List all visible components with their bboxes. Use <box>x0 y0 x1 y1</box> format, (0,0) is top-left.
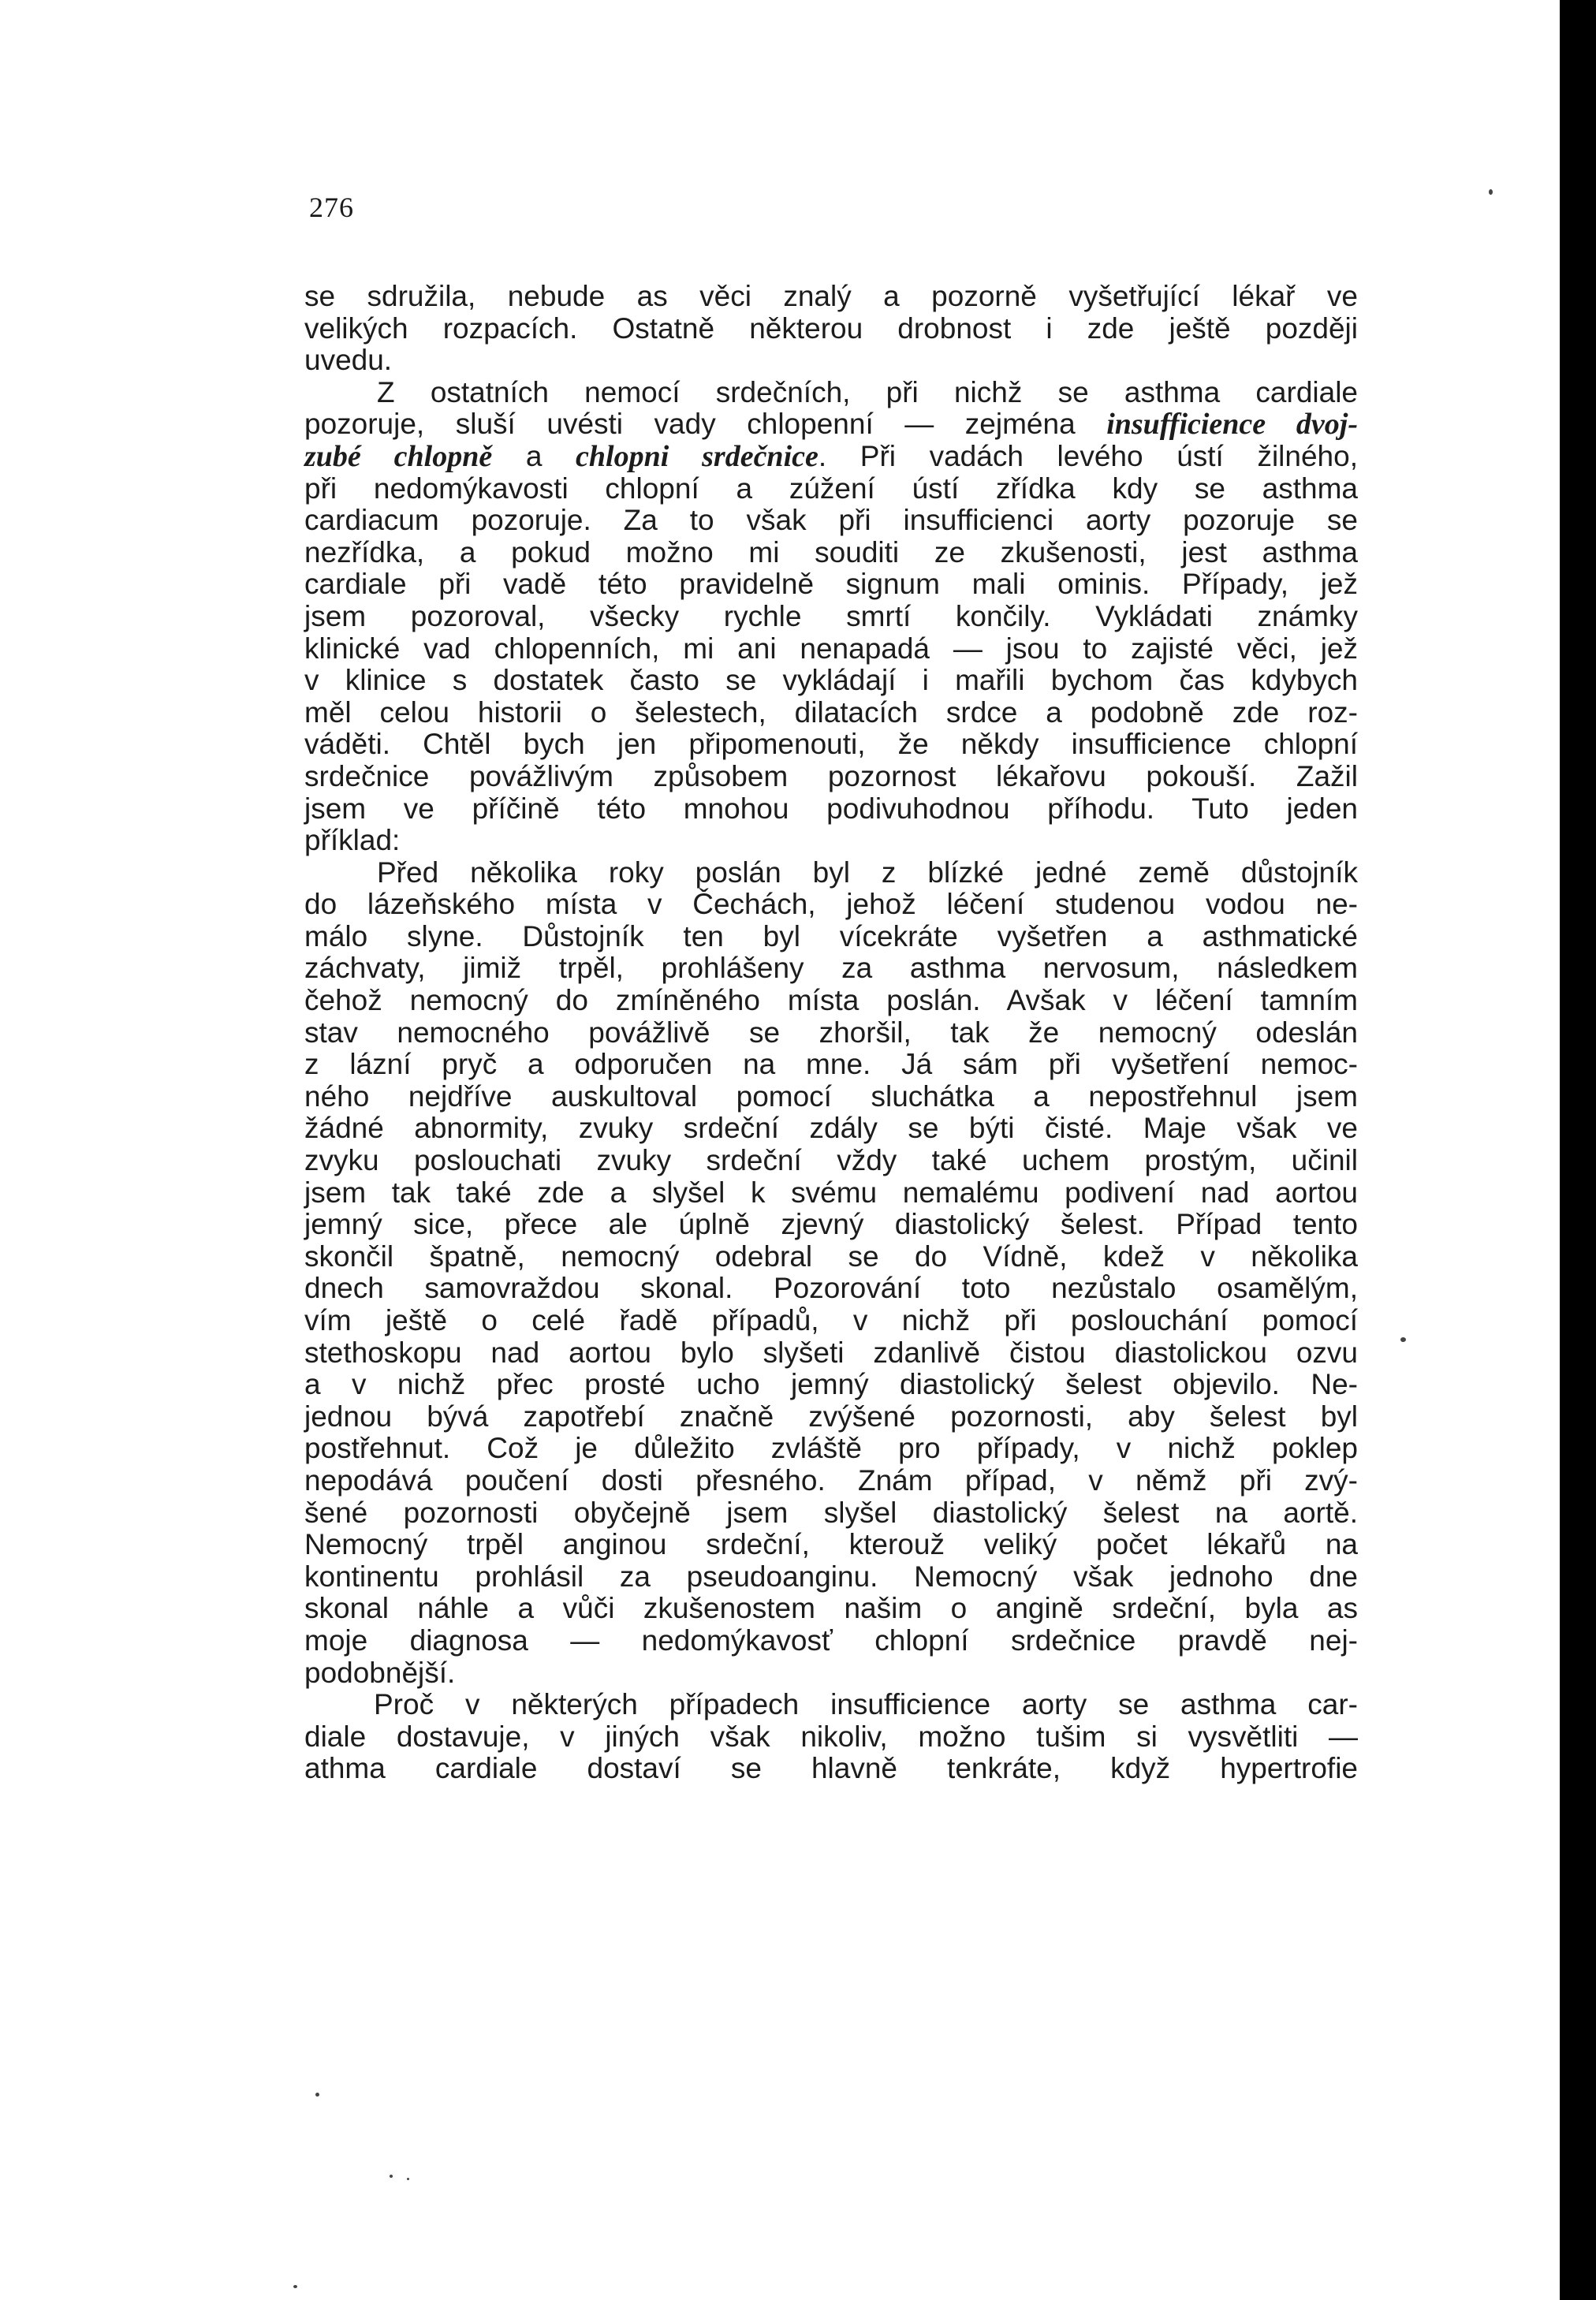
scan-speck <box>293 2285 297 2288</box>
text-line: stav nemocného povážlivě se zhoršil, tak že nemocný odeslán <box>304 1016 1358 1049</box>
text-line <box>304 441 1358 473</box>
scan-speck <box>315 2093 319 2097</box>
text-line: váděti. Chtěl bych jen připomenouti, že někdy insufficience chlopní <box>304 728 1358 761</box>
text-line: a v nichž přec prosté ucho jemný diastolický šelest objevilo. Ne- <box>304 1368 1358 1401</box>
text-line: Proč v některých případech insufficience aorty se asthma car- <box>374 1688 1358 1721</box>
text-line: stethoskopu nad aortou bylo slyšeti zdanlivě čistou diastolickou ozvu <box>304 1336 1358 1369</box>
text-line: v klinice s dostatek často se vykládají i mařili bychom čas kdybych <box>304 664 1358 697</box>
text-line: se sdružila, nebude as věci znalý a pozorně vyšetřující lékař ve <box>304 280 1358 312</box>
italic-run: chlopni srdečnice <box>576 439 819 473</box>
text-line: Z ostatních nemocí srdečních, při nichž se asthma cardiale <box>377 375 1358 408</box>
text-line: moje diagnosa — nedomýkavosť chlopní srdečnice pravdě nej- <box>304 1623 1358 1657</box>
text-line: příklad: <box>304 824 401 857</box>
text-line: při nedomýkavosti chlopní a zúžení ústí zřídka kdy se asthma <box>304 472 1358 505</box>
italic-run: zubé chlopně <box>304 439 493 473</box>
text-line: athma cardiale dostaví se hlavně tenkráte, když hypertrofie <box>304 1752 1358 1785</box>
text-line: cardiacum pozoruje. Za to však při insufficienci aorty pozoruje se <box>304 504 1358 537</box>
text-line: šené pozornosti obyčejně jsem slyšel diastolický šelest na aortě. <box>304 1496 1358 1529</box>
italic-run: insufficience dvoj- <box>1106 408 1358 442</box>
text-line: čehož nemocný do zmíněného místa poslán. Avšak v léčení tamním <box>304 984 1358 1017</box>
text-run: pozoruje, sluší uvésti vady chlopenní — zejména <box>304 408 1076 441</box>
text-line: jemný sice, přece ale úplně zjevný diastolický šelest. Případ tento <box>304 1208 1358 1241</box>
text-line: jsem tak také zde a slyšel k svému nemalému podivení nad aortou <box>304 1176 1358 1209</box>
text-line: klinické vad chlopenních, mi ani nenapadá — jsou to zajisté věci, jež <box>304 632 1358 665</box>
text-line: vím ještě o celé řadě případů, v nichž při poslouchání pomocí <box>304 1304 1358 1336</box>
text-line: dnech samovraždou skonal. Pozorování toto nezůstalo osamělým, <box>304 1272 1358 1305</box>
text-line: nezřídka, a pokud možno mi souditi ze zkušenosti, jest asthma <box>304 535 1358 568</box>
text-line: Před několika roky poslán byl z blízké jedné země důstojník <box>377 856 1358 889</box>
text-line: podobnější. <box>304 1656 456 1689</box>
text-line: měl celou historii o šelestech, dilatacích srdce a podobně zde roz- <box>304 695 1358 729</box>
text-line: nepodává poučení dosti přesného. Znám případ, v němž při zvý- <box>304 1463 1358 1497</box>
text-line: jsem ve příčině této mnohou podivuhodnou příhodu. Tuto jeden <box>304 792 1358 825</box>
scan-speck <box>1489 189 1493 195</box>
text-line: ného nejdříve auskultoval pomocí sluchátka a nepostřehnul jsem <box>304 1079 1358 1113</box>
text-line: Nemocný trpěl anginou srdeční, kterouž veliký počet lékařů na <box>304 1528 1358 1561</box>
text-line: skončil špatně, nemocný odebral se do Vídně, kdež v několika <box>304 1239 1358 1273</box>
text-line: cardiale při vadě této pravidelně signum mali ominis. Případy, jež <box>304 568 1358 601</box>
page-number: 276 <box>309 192 354 223</box>
text-line: postřehnut. Což je důležito zvláště pro případy, v nichž poklep <box>304 1432 1358 1465</box>
scan-speck <box>407 2178 409 2180</box>
text-line: skonal náhle a vůči zkušenostem našim o angině srdeční, byla as <box>304 1592 1358 1625</box>
text-line: do lázeňského místa v Čechách, jehož léčení studenou vodou ne- <box>304 888 1358 921</box>
text-line: zvyku poslouchati zvuky srdeční vždy také uchem prostým, učinil <box>304 1144 1358 1177</box>
text-line: diale dostavuje, v jiných však nikoliv, možno tušim si vysvětliti — <box>304 1720 1358 1753</box>
text-line: jsem pozoroval, všecky rychle smrtí končily. Vykládati známky <box>304 599 1358 632</box>
text-line: uvedu. <box>304 344 393 377</box>
text-run: a <box>492 439 576 472</box>
text-line: žádné abnormity, zvuky srdeční zdály se býti čisté. Maje však ve <box>304 1112 1358 1145</box>
text-line: záchvaty, jimiž trpěl, prohlášeny za asthma nervosum, následkem <box>304 952 1358 985</box>
body-text <box>304 281 1358 1785</box>
text-line: z lázní pryč a odporučen na mne. Já sám při vyšetření nemoc- <box>304 1048 1358 1081</box>
text-line: kontinentu prohlásil za pseudoanginu. Nemocný však jednoho dne <box>304 1560 1358 1593</box>
text-run: . Při vadách levého ústí žilného, <box>818 439 1358 472</box>
text-line: málo slyne. Důstojník ten byl vícekráte vyšetřen a asthmatické <box>304 919 1358 952</box>
scan-speck <box>390 2175 393 2178</box>
text-line <box>304 408 1358 441</box>
scan-speck <box>1400 1337 1406 1342</box>
text-line: srdečnice povážlivým způsobem pozornost lékařovu pokouší. Zažil <box>304 759 1358 792</box>
text-line: jednou bývá zapotřebí značně zvýšené pozornosti, aby šelest byl <box>304 1400 1358 1433</box>
text-line: velikých rozpacích. Ostatně některou drobnost i zde ještě později <box>304 311 1358 345</box>
